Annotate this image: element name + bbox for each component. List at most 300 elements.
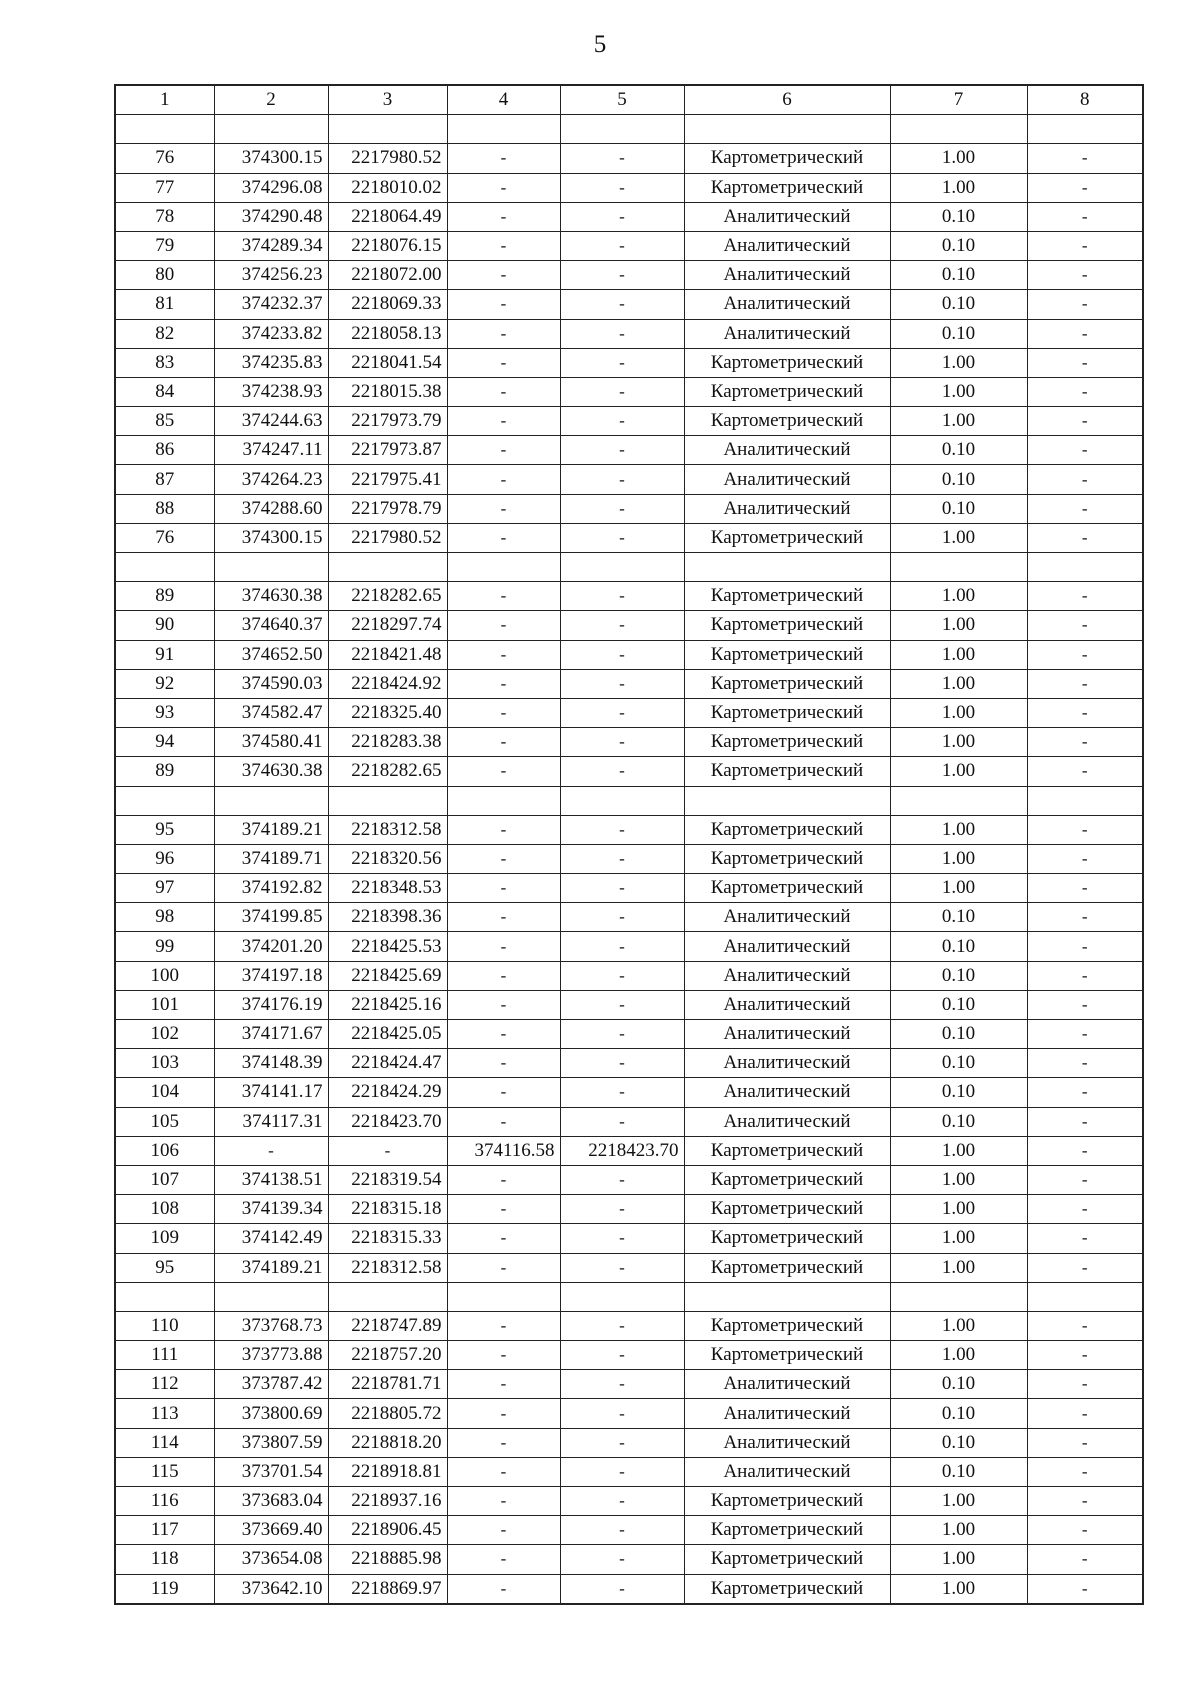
accuracy-cell: 1.00	[890, 523, 1027, 552]
point-number-cell: 77	[115, 173, 214, 202]
point-number-cell: 79	[115, 231, 214, 260]
x-coordinate-cell: 374189.21	[214, 1253, 328, 1282]
method-cell: Аналитический	[684, 1370, 890, 1399]
y-alt-coordinate-cell: 2218423.70	[560, 1136, 684, 1165]
table-row	[115, 874, 1143, 903]
x-alt-coordinate-cell: -	[447, 261, 560, 290]
x-coordinate-cell: 374300.15	[214, 523, 328, 552]
note-cell: -	[1027, 611, 1143, 640]
note-cell: -	[1027, 1165, 1143, 1194]
accuracy-cell: 0.10	[890, 261, 1027, 290]
x-alt-coordinate-cell: 374116.58	[447, 1136, 560, 1165]
y-coordinate-cell	[328, 553, 447, 582]
x-alt-coordinate-cell: -	[447, 932, 560, 961]
y-coordinate-cell: 2218315.18	[328, 1195, 447, 1224]
note-cell: -	[1027, 1311, 1143, 1340]
accuracy-cell: 1.00	[890, 1195, 1027, 1224]
column-header: 5	[560, 85, 684, 115]
y-coordinate-cell: 2218319.54	[328, 1165, 447, 1194]
x-coordinate-cell: 374582.47	[214, 698, 328, 727]
accuracy-cell: 0.10	[890, 436, 1027, 465]
x-coordinate-cell: 373768.73	[214, 1311, 328, 1340]
table-row	[115, 640, 1143, 669]
note-cell: -	[1027, 1399, 1143, 1428]
note-cell: -	[1027, 1341, 1143, 1370]
table-row	[115, 990, 1143, 1019]
y-coordinate-cell: 2218869.97	[328, 1574, 447, 1604]
column-header: 7	[890, 85, 1027, 115]
method-cell: Картометрический	[684, 523, 890, 552]
accuracy-cell: 1.00	[890, 1253, 1027, 1282]
note-cell: -	[1027, 757, 1143, 786]
accuracy-cell: 0.10	[890, 1049, 1027, 1078]
method-cell: Картометрический	[684, 815, 890, 844]
y-coordinate-cell: 2218315.33	[328, 1224, 447, 1253]
note-cell: -	[1027, 202, 1143, 231]
note-cell	[1027, 1282, 1143, 1311]
accuracy-cell: 1.00	[890, 757, 1027, 786]
y-coordinate-cell: 2218818.20	[328, 1428, 447, 1457]
note-cell: -	[1027, 1049, 1143, 1078]
y-coordinate-cell: 2218297.74	[328, 611, 447, 640]
method-cell: Картометрический	[684, 377, 890, 406]
y-coordinate-cell: 2217973.87	[328, 436, 447, 465]
method-cell: Картометрический	[684, 757, 890, 786]
method-cell: Аналитический	[684, 903, 890, 932]
x-alt-coordinate-cell: -	[447, 319, 560, 348]
x-alt-coordinate-cell: -	[447, 465, 560, 494]
table-row	[115, 407, 1143, 436]
y-alt-coordinate-cell: -	[560, 1049, 684, 1078]
x-alt-coordinate-cell: -	[447, 1428, 560, 1457]
point-number-cell: 116	[115, 1487, 214, 1516]
accuracy-cell: 1.00	[890, 1516, 1027, 1545]
point-number-cell: 92	[115, 669, 214, 698]
x-coordinate-cell: 373800.69	[214, 1399, 328, 1428]
point-number-cell: 110	[115, 1311, 214, 1340]
note-cell: -	[1027, 231, 1143, 260]
y-alt-coordinate-cell: -	[560, 1253, 684, 1282]
point-number-cell	[115, 1282, 214, 1311]
x-coordinate-cell: 374138.51	[214, 1165, 328, 1194]
method-cell: Картометрический	[684, 144, 890, 173]
accuracy-cell: 1.00	[890, 348, 1027, 377]
method-cell: Аналитический	[684, 1078, 890, 1107]
table-row	[115, 932, 1143, 961]
y-alt-coordinate-cell: -	[560, 1020, 684, 1049]
note-cell: -	[1027, 582, 1143, 611]
coordinates-table	[114, 84, 1144, 1605]
y-alt-coordinate-cell: -	[560, 465, 684, 494]
point-number-cell: 76	[115, 523, 214, 552]
x-coordinate-cell: 374201.20	[214, 932, 328, 961]
method-cell: Картометрический	[684, 1516, 890, 1545]
point-number-cell: 76	[115, 144, 214, 173]
x-coordinate-cell: 374640.37	[214, 611, 328, 640]
x-coordinate-cell: 374139.34	[214, 1195, 328, 1224]
table-row	[115, 1136, 1143, 1165]
y-alt-coordinate-cell	[560, 115, 684, 144]
accuracy-cell: 0.10	[890, 465, 1027, 494]
table-row	[115, 1457, 1143, 1486]
method-cell	[684, 115, 890, 144]
table-row	[115, 903, 1143, 932]
note-cell: -	[1027, 728, 1143, 757]
method-cell: Аналитический	[684, 319, 890, 348]
note-cell: -	[1027, 261, 1143, 290]
table-row	[115, 611, 1143, 640]
table-row	[115, 786, 1143, 815]
method-cell: Аналитический	[684, 202, 890, 231]
note-cell: -	[1027, 1195, 1143, 1224]
accuracy-cell: 0.10	[890, 202, 1027, 231]
x-alt-coordinate-cell	[447, 115, 560, 144]
table-row	[115, 698, 1143, 727]
point-number-cell: 101	[115, 990, 214, 1019]
point-number-cell: 95	[115, 1253, 214, 1282]
x-coordinate-cell: 374247.11	[214, 436, 328, 465]
y-coordinate-cell: 2218805.72	[328, 1399, 447, 1428]
y-coordinate-cell	[328, 786, 447, 815]
method-cell: Картометрический	[684, 728, 890, 757]
note-cell: -	[1027, 1574, 1143, 1604]
point-number-cell: 119	[115, 1574, 214, 1604]
note-cell	[1027, 115, 1143, 144]
x-coordinate-cell: -	[214, 1136, 328, 1165]
point-number-cell: 114	[115, 1428, 214, 1457]
accuracy-cell	[890, 553, 1027, 582]
table-row	[115, 1195, 1143, 1224]
x-alt-coordinate-cell: -	[447, 523, 560, 552]
table-row	[115, 1020, 1143, 1049]
x-alt-coordinate-cell: -	[447, 202, 560, 231]
y-alt-coordinate-cell: -	[560, 173, 684, 202]
y-coordinate-cell: 2217973.79	[328, 407, 447, 436]
accuracy-cell: 0.10	[890, 231, 1027, 260]
y-alt-coordinate-cell: -	[560, 523, 684, 552]
accuracy-cell: 1.00	[890, 1311, 1027, 1340]
y-coordinate-cell: 2218757.20	[328, 1341, 447, 1370]
point-number-cell: 94	[115, 728, 214, 757]
y-alt-coordinate-cell: -	[560, 728, 684, 757]
table-row	[115, 465, 1143, 494]
y-alt-coordinate-cell: -	[560, 669, 684, 698]
x-alt-coordinate-cell: -	[447, 1516, 560, 1545]
y-alt-coordinate-cell: -	[560, 932, 684, 961]
accuracy-cell: 1.00	[890, 611, 1027, 640]
x-alt-coordinate-cell: -	[447, 1195, 560, 1224]
accuracy-cell: 1.00	[890, 698, 1027, 727]
y-coordinate-cell: 2217978.79	[328, 494, 447, 523]
table-row	[115, 1253, 1143, 1282]
x-alt-coordinate-cell: -	[447, 144, 560, 173]
method-cell: Картометрический	[684, 1136, 890, 1165]
y-alt-coordinate-cell: -	[560, 261, 684, 290]
x-coordinate-cell: 374171.67	[214, 1020, 328, 1049]
y-alt-coordinate-cell: -	[560, 1195, 684, 1224]
x-coordinate-cell: 374630.38	[214, 582, 328, 611]
method-cell: Картометрический	[684, 1165, 890, 1194]
x-coordinate-cell	[214, 786, 328, 815]
table-row	[115, 290, 1143, 319]
x-coordinate-cell	[214, 115, 328, 144]
y-alt-coordinate-cell: -	[560, 757, 684, 786]
x-alt-coordinate-cell: -	[447, 757, 560, 786]
note-cell: -	[1027, 961, 1143, 990]
accuracy-cell: 0.10	[890, 961, 1027, 990]
y-alt-coordinate-cell: -	[560, 1224, 684, 1253]
point-number-cell: 95	[115, 815, 214, 844]
y-coordinate-cell: 2218747.89	[328, 1311, 447, 1340]
table-row	[115, 202, 1143, 231]
y-coordinate-cell	[328, 115, 447, 144]
x-coordinate-cell: 374630.38	[214, 757, 328, 786]
note-cell: -	[1027, 903, 1143, 932]
y-coordinate-cell: 2218424.47	[328, 1049, 447, 1078]
column-header: 3	[328, 85, 447, 115]
table-row	[115, 1516, 1143, 1545]
accuracy-cell	[890, 786, 1027, 815]
column-header: 8	[1027, 85, 1143, 115]
method-cell: Аналитический	[684, 1049, 890, 1078]
y-coordinate-cell: 2218015.38	[328, 377, 447, 406]
note-cell: -	[1027, 874, 1143, 903]
note-cell: -	[1027, 698, 1143, 727]
x-coordinate-cell: 374232.37	[214, 290, 328, 319]
y-alt-coordinate-cell: -	[560, 874, 684, 903]
point-number-cell: 93	[115, 698, 214, 727]
note-cell: -	[1027, 1545, 1143, 1574]
method-cell: Картометрический	[684, 640, 890, 669]
x-alt-coordinate-cell: -	[447, 844, 560, 873]
point-number-cell: 111	[115, 1341, 214, 1370]
note-cell: -	[1027, 173, 1143, 202]
note-cell: -	[1027, 377, 1143, 406]
x-alt-coordinate-cell: -	[447, 669, 560, 698]
table-row	[115, 757, 1143, 786]
accuracy-cell: 1.00	[890, 1574, 1027, 1604]
x-alt-coordinate-cell: -	[447, 640, 560, 669]
x-alt-coordinate-cell: -	[447, 1049, 560, 1078]
x-coordinate-cell: 373773.88	[214, 1341, 328, 1370]
method-cell: Аналитический	[684, 290, 890, 319]
table-row	[115, 1224, 1143, 1253]
y-coordinate-cell: 2217980.52	[328, 144, 447, 173]
x-alt-coordinate-cell: -	[447, 290, 560, 319]
y-coordinate-cell	[328, 1282, 447, 1311]
table-row	[115, 115, 1143, 144]
table-row	[115, 173, 1143, 202]
table-row	[115, 582, 1143, 611]
point-number-cell: 106	[115, 1136, 214, 1165]
y-coordinate-cell: 2218312.58	[328, 1253, 447, 1282]
note-cell: -	[1027, 1253, 1143, 1282]
method-cell: Аналитический	[684, 1457, 890, 1486]
point-number-cell: 115	[115, 1457, 214, 1486]
accuracy-cell: 0.10	[890, 932, 1027, 961]
note-cell	[1027, 786, 1143, 815]
point-number-cell: 86	[115, 436, 214, 465]
x-coordinate-cell: 374264.23	[214, 465, 328, 494]
y-coordinate-cell: 2218282.65	[328, 582, 447, 611]
note-cell: -	[1027, 144, 1143, 173]
table-row	[115, 669, 1143, 698]
note-cell: -	[1027, 932, 1143, 961]
point-number-cell: 80	[115, 261, 214, 290]
method-cell: Картометрический	[684, 698, 890, 727]
y-alt-coordinate-cell: -	[560, 348, 684, 377]
y-alt-coordinate-cell: -	[560, 611, 684, 640]
method-cell: Картометрический	[684, 582, 890, 611]
x-coordinate-cell: 373787.42	[214, 1370, 328, 1399]
x-alt-coordinate-cell: -	[447, 582, 560, 611]
method-cell	[684, 1282, 890, 1311]
x-alt-coordinate-cell: -	[447, 728, 560, 757]
x-alt-coordinate-cell: -	[447, 611, 560, 640]
y-alt-coordinate-cell: -	[560, 1428, 684, 1457]
x-coordinate-cell: 374652.50	[214, 640, 328, 669]
x-alt-coordinate-cell: -	[447, 1574, 560, 1604]
point-number-cell: 83	[115, 348, 214, 377]
method-cell: Аналитический	[684, 990, 890, 1019]
table-header-row	[115, 85, 1143, 115]
y-alt-coordinate-cell: -	[560, 319, 684, 348]
method-cell: Картометрический	[684, 1487, 890, 1516]
point-number-cell: 82	[115, 319, 214, 348]
table-row	[115, 144, 1143, 173]
column-header: 4	[447, 85, 560, 115]
note-cell: -	[1027, 1224, 1143, 1253]
note-cell: -	[1027, 640, 1143, 669]
method-cell	[684, 553, 890, 582]
x-alt-coordinate-cell: -	[447, 1487, 560, 1516]
y-coordinate-cell: 2218424.92	[328, 669, 447, 698]
method-cell: Аналитический	[684, 465, 890, 494]
x-coordinate-cell: 374141.17	[214, 1078, 328, 1107]
method-cell: Аналитический	[684, 961, 890, 990]
x-alt-coordinate-cell: -	[447, 1224, 560, 1253]
x-coordinate-cell: 374290.48	[214, 202, 328, 231]
point-number-cell: 112	[115, 1370, 214, 1399]
accuracy-cell: 0.10	[890, 1078, 1027, 1107]
x-coordinate-cell: 374300.15	[214, 144, 328, 173]
x-coordinate-cell: 374142.49	[214, 1224, 328, 1253]
y-coordinate-cell: 2218781.71	[328, 1370, 447, 1399]
x-alt-coordinate-cell: -	[447, 1165, 560, 1194]
accuracy-cell: 1.00	[890, 728, 1027, 757]
accuracy-cell: 0.10	[890, 1457, 1027, 1486]
accuracy-cell: 0.10	[890, 1107, 1027, 1136]
x-alt-coordinate-cell: -	[447, 173, 560, 202]
y-coordinate-cell: 2218398.36	[328, 903, 447, 932]
accuracy-cell: 1.00	[890, 1487, 1027, 1516]
table-row	[115, 1370, 1143, 1399]
note-cell: -	[1027, 465, 1143, 494]
x-coordinate-cell: 374233.82	[214, 319, 328, 348]
column-header: 2	[214, 85, 328, 115]
y-coordinate-cell: 2217980.52	[328, 523, 447, 552]
note-cell: -	[1027, 523, 1143, 552]
y-alt-coordinate-cell: -	[560, 990, 684, 1019]
y-alt-coordinate-cell: -	[560, 436, 684, 465]
note-cell: -	[1027, 1428, 1143, 1457]
point-number-cell	[115, 786, 214, 815]
y-alt-coordinate-cell: -	[560, 1341, 684, 1370]
note-cell: -	[1027, 1136, 1143, 1165]
point-number-cell: 98	[115, 903, 214, 932]
note-cell: -	[1027, 1516, 1143, 1545]
x-alt-coordinate-cell: -	[447, 1253, 560, 1282]
point-number-cell: 90	[115, 611, 214, 640]
accuracy-cell: 0.10	[890, 319, 1027, 348]
x-alt-coordinate-cell	[447, 553, 560, 582]
note-cell: -	[1027, 290, 1143, 319]
x-coordinate-cell: 374238.93	[214, 377, 328, 406]
y-alt-coordinate-cell: -	[560, 903, 684, 932]
accuracy-cell: 1.00	[890, 144, 1027, 173]
x-coordinate-cell: 374148.39	[214, 1049, 328, 1078]
y-coordinate-cell: 2218064.49	[328, 202, 447, 231]
accuracy-cell: 0.10	[890, 1020, 1027, 1049]
y-alt-coordinate-cell: -	[560, 494, 684, 523]
method-cell: Аналитический	[684, 1020, 890, 1049]
x-alt-coordinate-cell: -	[447, 1370, 560, 1399]
point-number-cell: 99	[115, 932, 214, 961]
page-number: 5	[593, 31, 607, 58]
point-number-cell: 96	[115, 844, 214, 873]
point-number-cell: 113	[115, 1399, 214, 1428]
method-cell: Картометрический	[684, 611, 890, 640]
table-row	[115, 961, 1143, 990]
table-row	[115, 1545, 1143, 1574]
table-row	[115, 1282, 1143, 1311]
y-alt-coordinate-cell: -	[560, 290, 684, 319]
table-row	[115, 1311, 1143, 1340]
y-coordinate-cell: 2218348.53	[328, 874, 447, 903]
point-number-cell: 102	[115, 1020, 214, 1049]
accuracy-cell: 0.10	[890, 1428, 1027, 1457]
y-alt-coordinate-cell: -	[560, 144, 684, 173]
y-alt-coordinate-cell: -	[560, 698, 684, 727]
x-alt-coordinate-cell: -	[447, 1020, 560, 1049]
table-row	[115, 728, 1143, 757]
y-coordinate-cell: 2218425.05	[328, 1020, 447, 1049]
y-coordinate-cell: 2218283.38	[328, 728, 447, 757]
table-row	[115, 348, 1143, 377]
table-row	[115, 1487, 1143, 1516]
x-coordinate-cell: 374256.23	[214, 261, 328, 290]
point-number-cell: 97	[115, 874, 214, 903]
table-row	[115, 436, 1143, 465]
x-alt-coordinate-cell: -	[447, 1078, 560, 1107]
y-coordinate-cell: 2218282.65	[328, 757, 447, 786]
y-coordinate-cell: 2218425.53	[328, 932, 447, 961]
point-number-cell: 103	[115, 1049, 214, 1078]
x-alt-coordinate-cell: -	[447, 874, 560, 903]
method-cell: Аналитический	[684, 1428, 890, 1457]
y-alt-coordinate-cell: -	[560, 1107, 684, 1136]
accuracy-cell: 1.00	[890, 1341, 1027, 1370]
x-alt-coordinate-cell: -	[447, 990, 560, 1019]
table-row	[115, 815, 1143, 844]
x-alt-coordinate-cell: -	[447, 1107, 560, 1136]
point-number-cell: 117	[115, 1516, 214, 1545]
y-alt-coordinate-cell: -	[560, 582, 684, 611]
y-alt-coordinate-cell: -	[560, 231, 684, 260]
y-coordinate-cell: 2218424.29	[328, 1078, 447, 1107]
accuracy-cell: 1.00	[890, 407, 1027, 436]
note-cell: -	[1027, 407, 1143, 436]
